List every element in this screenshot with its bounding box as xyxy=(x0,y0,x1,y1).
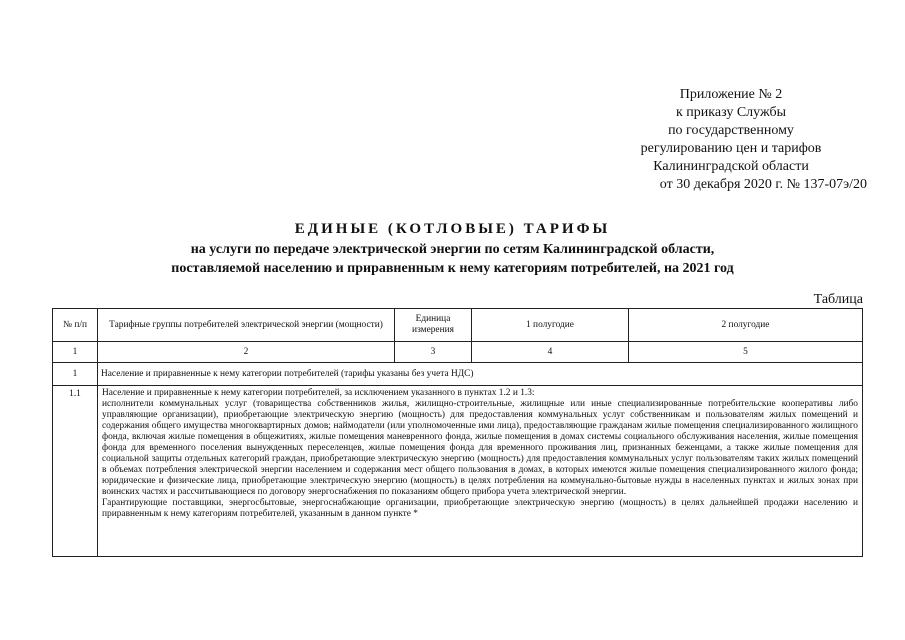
header-unit: Единица измерения xyxy=(395,309,472,342)
index-cell: 4 xyxy=(472,342,629,363)
subsection-description xyxy=(98,386,863,557)
subsection-lead: Население и приравненные к нему категории потребителей, за исключением указанного в пунктах 1.2 и 1.3: xyxy=(102,388,535,398)
section-num: 1 xyxy=(53,363,98,386)
subtitle-line-2: поставляемой населению и приравненным к нему категориям потребителей, на 2021 год xyxy=(171,261,734,276)
header-half2: 2 полугодие xyxy=(629,309,863,342)
header-group: Тарифные группы потребителей электрической энергии (мощности) xyxy=(98,309,395,342)
appendix-line: от 30 декабря 2020 г. № 137-07э/20 xyxy=(659,177,867,192)
subtitle-line-1: на услуги по передаче электрической энергии по сетям Калининградской области, xyxy=(190,242,715,257)
table-header-row xyxy=(53,309,863,342)
table-caption: Таблица xyxy=(813,292,863,307)
tariff-table xyxy=(52,308,863,557)
subsection-num: 1.1 xyxy=(53,386,98,557)
table-index-row xyxy=(53,342,863,363)
index-cell: 3 xyxy=(395,342,472,363)
header-half1: 1 полугодие xyxy=(472,309,629,342)
appendix-line: Приложение № 2 xyxy=(679,87,783,102)
header-num: № п/п xyxy=(53,309,98,342)
subsection-paragraph-1: исполнители коммунальных услуг (товарищества собственников жилья, жилищно-строительные, жилищные или иные специализированные потребительские кооперативы либо управляющие организации), приобретающие электрическую энергию (мощность) для предоставления коммунальных услуг собственникам и пользователям жилых помещений и содержания общего имущества многоквартирных домов; наймодатели (или уполномоченные ими лица), предоставляющие гражданам жилые помещения специализированного жилищного фонда, включая жилые помещения в общежитиях, жилые помещения маневренного фонда, жилые помещения в домах системы социального обслуживания населения, жилые помещения фонда для временного поселения вынужденных переселенцев, жилые помещения фонда для временного проживания лиц, признанных беженцами, а также жилые помещения для социальной защиты отдельных категорий граждан, приобретающие электрическую энергию (мощность) для предоставления коммунальных услуг пользователям таких жилых помещений в объемах потребления электрической энергии населением и содержания мест общего пользования в домах, в которых имеются жилые помещения специализированного жилого фонда; юридические и физические лица, приобретающие электрическую энергию (мощность) в целях потребления на коммунально-бытовые нужды в населенных пунктах и жилых зонах при воинских частях и рассчитывающиеся по договору энергоснабжения по показаниям общего прибора учета электрической энергии. xyxy=(102,399,858,497)
subsection-paragraph-2: Гарантирующие поставщики, энергосбытовые, энергоснабжающие организации, приобретающие электрическую энергию (мощность) в целях дальнейшей продажи населению и приравненным к нему категориям потребителей, указанным в данном пункте * xyxy=(102,498,858,519)
appendix-line: регулированию цен и тарифов xyxy=(640,141,822,156)
index-cell: 5 xyxy=(629,342,863,363)
index-cell: 1 xyxy=(53,342,98,363)
document-subtitle xyxy=(0,240,905,278)
appendix-line: к приказу Службы xyxy=(676,105,786,120)
section-label: Население и приравненные к нему категории потребителей (тарифы указаны без учета НДС) xyxy=(98,363,863,386)
appendix-block xyxy=(601,86,867,194)
appendix-line: Калининградской области xyxy=(653,159,809,174)
index-cell: 2 xyxy=(98,342,395,363)
appendix-line: по государственному xyxy=(668,123,794,138)
section-row xyxy=(53,363,863,386)
subsection-row xyxy=(53,386,863,557)
document-title: ЕДИНЫЕ (КОТЛОВЫЕ) ТАРИФЫ xyxy=(294,221,611,237)
